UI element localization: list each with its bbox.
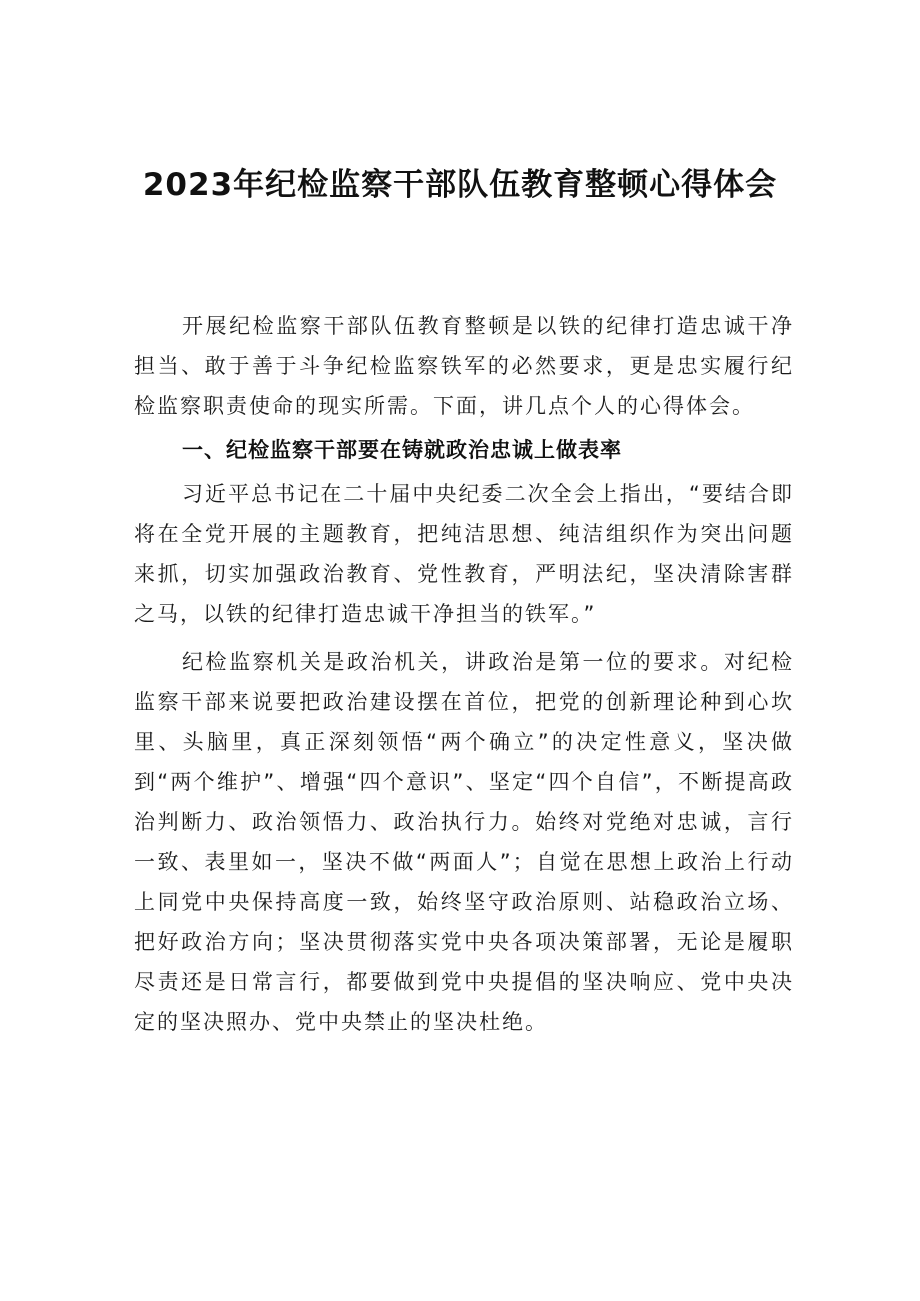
document-title: 2023年纪检监察干部队伍教育整顿心得体会 [142,167,778,203]
section-heading-1: 一、纪检监察干部要在铸就政治忠诚上做表率 [182,438,622,462]
document-body [134,306,794,1042]
intro-paragraph: 开展纪检监察干部队伍教育整顿是以铁的纪律打造忠诚干净担当、敢于善于斗争纪检监察铁军的必然要求，更是忠实履行纪检监察职责使命的现实所需。下面，讲几点个人的心得体会。 [134,314,794,418]
section-1-paragraph-2: 纪检监察机关是政治机关，讲政治是第一位的要求。对纪检监察干部来说要把政治建设摆在首位，把党的创新理论种到心坎里、头脑里，真正深刻领悟“两个确立”的决定性意义，坚决做到“两个维护”、增强“四个意识”、坚定“四个自信”，不断提高政治判断力、政治领悟力、政治执行力。始终对党绝对忠诚，言行一致、表里如一，坚决不做“两面人”；自觉在思想上政治上行动上同党中央保持高度一致，始终坚守政治原则、站稳政治立场、把好政治方向；坚决贯彻落实党中央各项决策部署，无论是履职尽责还是日常言行，都要做到党中央提倡的坚决响应、党中央决定的坚决照办、党中央禁止的坚决杜绝。 [134,650,794,1034]
section-1-paragraph-1: 习近平总书记在二十届中央纪委二次全会上指出，“要结合即将在全党开展的主题教育，把纯洁思想、纯洁组织作为突出问题来抓，切实加强政治教育、党性教育，严明法纪，坚决清除害群之马，以铁的纪律打造忠诚干净担当的铁军。” [134,482,794,626]
